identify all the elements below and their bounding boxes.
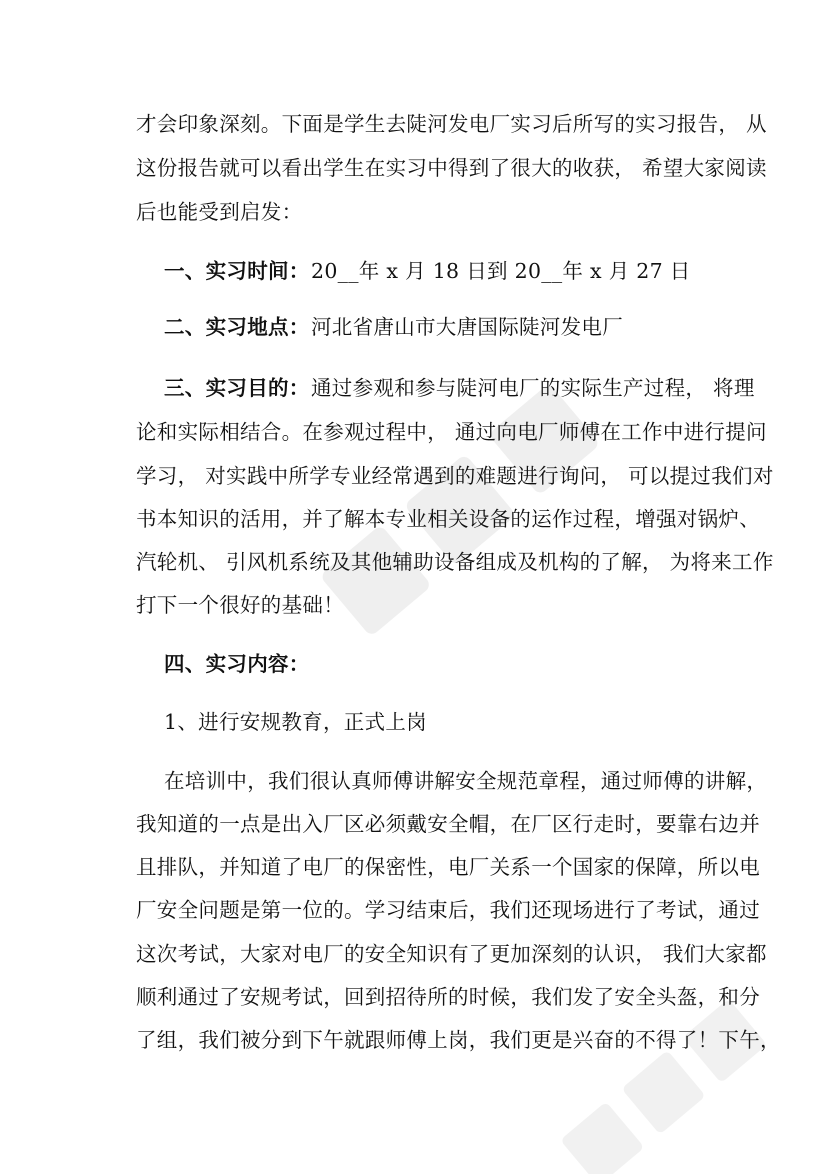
content-paragraph-line-7: 了组，我们被分到下午就跟师傅上岗，我们更是兴奋的不得了！下午， (136, 1028, 781, 1052)
content-paragraph-line-2: 我知道的一点是出入厂区必须戴安全帽，在厂区行走时，要靠右边并 (136, 812, 760, 836)
watermark-icon (520, 1000, 820, 1174)
section-content-label: 四、实习内容： (164, 652, 310, 676)
content-paragraph-line-6: 顺利通过了安规考试，回到招待所的时候，我们发了安全头盔，和分 (136, 985, 760, 1009)
intro-line-2: 这份报告就可以看出学生在实习中得到了很大的收获， 希望大家阅读 (136, 156, 767, 180)
purpose-line-3: 学习， 对实践中所学专业经常遇到的难题进行询问， 可以提过我们对 (136, 464, 774, 488)
content-paragraph-line-1: 在培训中，我们很认真师傅讲解安全规范章程，通过师傅的讲解， (164, 769, 768, 793)
section-purpose-label: 三、实习目的： (164, 376, 310, 400)
content-paragraph-line-5: 这次考试，大家对电厂的安全知识有了更加深刻的认识， 我们大家都 (136, 942, 767, 966)
content-paragraph-line-4: 厂安全问题是第一位的。学习结束后，我们还现场进行了考试，通过 (136, 898, 760, 922)
intro-line-3: 后也能受到启发： (136, 200, 303, 224)
purpose-line-1: 通过参观和参与陡河电厂的实际生产过程， 将理 (311, 376, 755, 400)
section-place-label: 二、实习地点： (164, 315, 310, 339)
section-time-value: 20__年 x 月 18 日到 20__年 x 月 27 日 (311, 259, 691, 283)
intro-line-1: 才会印象深刻。下面是学生去陡河发电厂实习后所写的实习报告， 从 (136, 112, 767, 136)
section-place-value: 河北省唐山市大唐国际陡河发电厂 (311, 315, 623, 339)
content-paragraph-line-3: 且排队，并知道了电厂的保密性，电厂关系一个国家的保障，所以电 (136, 855, 760, 879)
purpose-line-4: 书本知识的活用，并了解本专业相关设备的运作过程，增强对锅炉、 (136, 507, 760, 531)
content-item-1: 1、进行安规教育，正式上岗 (164, 710, 427, 734)
purpose-line-2: 论和实际相结合。在参观过程中， 通过向电厂师傅在工作中进行提问 (136, 420, 767, 444)
section-time-label: 一、实习时间： (164, 259, 310, 283)
purpose-line-6: 打下一个很好的基础！ (136, 593, 344, 617)
purpose-line-5: 汽轮机、 引风机系统及其他辅助设备组成及机构的了解， 为将来工作 (136, 550, 774, 574)
